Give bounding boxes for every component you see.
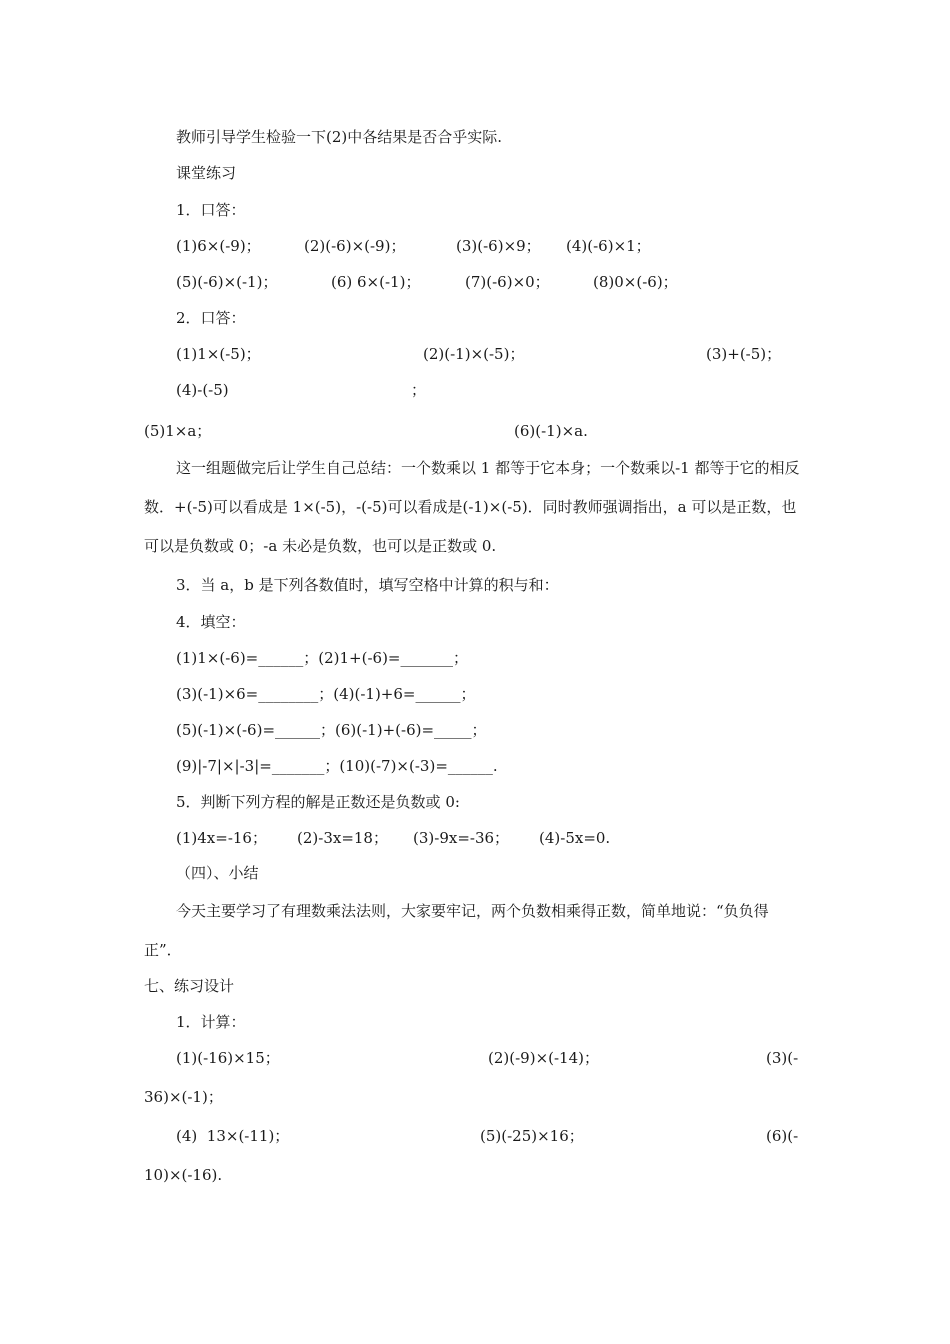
q2-item-4: (4)-(-5) [176, 381, 229, 399]
q4-row-4: (9)|-7|×|-3|=_______；(10)(-7)×(-3)=______. [176, 757, 498, 775]
ex1-item-4: (4) 13×(-11)； [176, 1127, 290, 1145]
q1-item-7: (7)(-6)×0； [465, 273, 550, 291]
ex1-item-3-wrap: 36)×(-1)； [144, 1088, 223, 1106]
q4-title: 4．填空： [176, 613, 246, 631]
ex1-item-6-wrap: 10)×(-16). [144, 1166, 223, 1184]
q1-item-3: (3)(-6)×9； [456, 237, 541, 255]
q2-item-6: (6)(-1)×a. [514, 422, 588, 440]
section-exercise-heading: 七、练习设计 [144, 977, 235, 995]
ex1-title: 1．计算： [176, 1013, 246, 1031]
q1-item-8: (8)0×(-6)； [593, 273, 678, 291]
q1-item-5: (5)(-6)×(-1)； [176, 273, 278, 291]
summary-paragraph-text: 这一组题做完后让学生自己总结：一个数乘以 1 都等于它本身；一个数乘以-1 都等于它的相反数．+(-5)可以看成是 1×(-5)，-(-5)可以看成是(-1)×(-5)．同时教师强调指出，a 可以是正数，也可以是负数或 0；-a 未必是负数，也可以是正数或 0. [144, 459, 800, 555]
q1-item-4: (4)(-6)×1； [566, 237, 651, 255]
q2-item-3: (3)+(-5)； [706, 345, 782, 363]
q2-item-5: (5)1×a； [144, 422, 212, 440]
ex1-item-1: (1)(-16)×15； [176, 1049, 280, 1067]
ex1-item-5: (5)(-25)×16； [480, 1127, 584, 1145]
q3-line: 3．当 a，b 是下列各数值时，填写空格中计算的积与和： [176, 576, 559, 594]
section-practice-heading: 课堂练习 [176, 164, 237, 182]
q1-item-2: (2)(-6)×(-9)； [304, 237, 406, 255]
q2-item-2: (2)(-1)×(-5)； [423, 345, 525, 363]
section-summary-heading: （四）、小结 [176, 864, 259, 882]
q5-item-3: (3)-9x=-36； [413, 829, 510, 847]
conclusion-paragraph [144, 892, 806, 970]
ex1-item-6-start: (6)(- [766, 1127, 799, 1145]
q2-title: 2．口答： [176, 309, 246, 327]
q1-item-6: (6) 6×(-1)； [331, 273, 421, 291]
q5-title: 5．判断下列方程的解是正数还是负数或 0: [176, 793, 460, 811]
summary-paragraph [144, 449, 806, 566]
q1-item-1: (1)6×(-9)； [176, 237, 261, 255]
q2-item-4-semicolon: ； [411, 381, 427, 399]
intro-line: 教师引导学生检验一下(2)中各结果是否合乎实际. [176, 128, 503, 146]
ex1-item-2: (2)(-9)×(-14)； [488, 1049, 599, 1067]
q5-item-2: (2)-3x=18； [297, 829, 388, 847]
q5-item-1: (1)4x=-16； [176, 829, 267, 847]
conclusion-paragraph-text: 今天主要学习了有理数乘法法则，大家要牢记，两个负数相乘得正数，简单地说：“负负得正”． [144, 902, 769, 959]
q4-row-2: (3)(-1)×6=________；(4)(-1)+6=______； [176, 685, 476, 703]
q1-title: 1．口答： [176, 201, 246, 219]
q4-row-1: (1)1×(-6)=______；(2)1+(-6)=_______； [176, 649, 468, 667]
q2-item-1: (1)1×(-5)； [176, 345, 261, 363]
q4-row-3: (5)(-1)×(-6)=______；(6)(-1)+(-6)=_____； [176, 721, 487, 739]
ex1-item-3-start: (3)(- [766, 1049, 799, 1067]
q5-item-4: (4)-5x=0. [539, 829, 611, 847]
